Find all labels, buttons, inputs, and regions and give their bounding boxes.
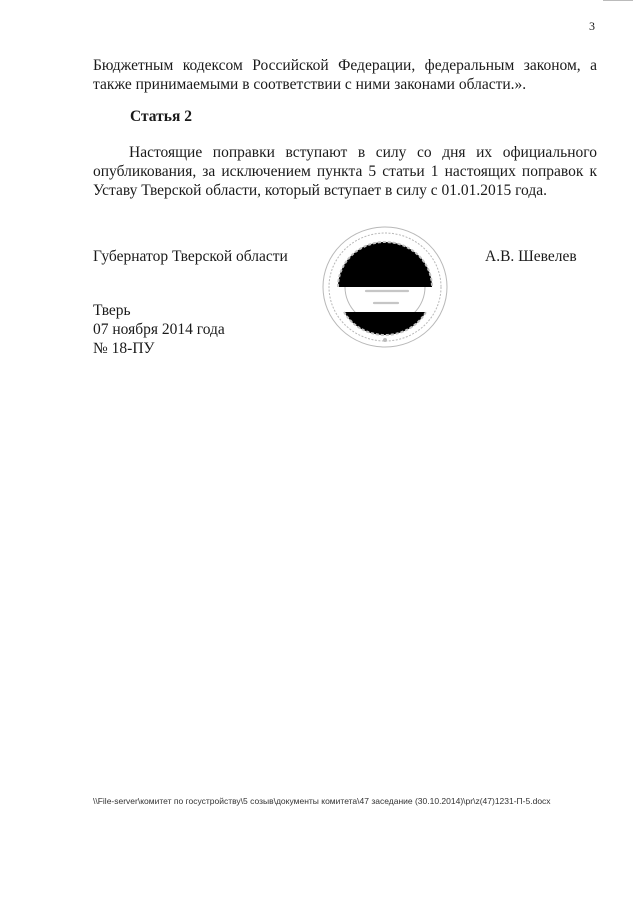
article-text: Настоящие поправки вступают в силу со дня их официального опубликования, за исключением пункта 5 статьи 1 настоящих поправок к Уставу Тверской области, который вступает в силу с 01.01.2015 года. bbox=[93, 144, 597, 199]
date: 07 ноября 2014 года bbox=[93, 321, 225, 338]
article-heading: Статья 2 bbox=[130, 108, 192, 125]
signatory-title: Губернатор Тверской области bbox=[93, 248, 288, 265]
official-seal-icon bbox=[320, 224, 450, 350]
document-number: № 18-ПУ bbox=[93, 340, 155, 357]
continuation-paragraph: Бюджетным кодексом Российской Федерации, федеральным законом, а также принимаемыми в соответствии с ними законами области.». bbox=[93, 57, 597, 93]
page-number: 3 bbox=[589, 19, 595, 33]
city: Тверь bbox=[93, 302, 131, 319]
place-date-block bbox=[93, 301, 225, 358]
footer-file-path: \\File-server\комитет по госустройству\5 созыв\документы комитета\47 заседание (30.10.2014)\pr\z(47)1231-П-5.docx bbox=[93, 796, 551, 806]
corner-mark bbox=[603, 0, 633, 3]
signatory-name: А.В. Шевелев bbox=[485, 248, 577, 265]
